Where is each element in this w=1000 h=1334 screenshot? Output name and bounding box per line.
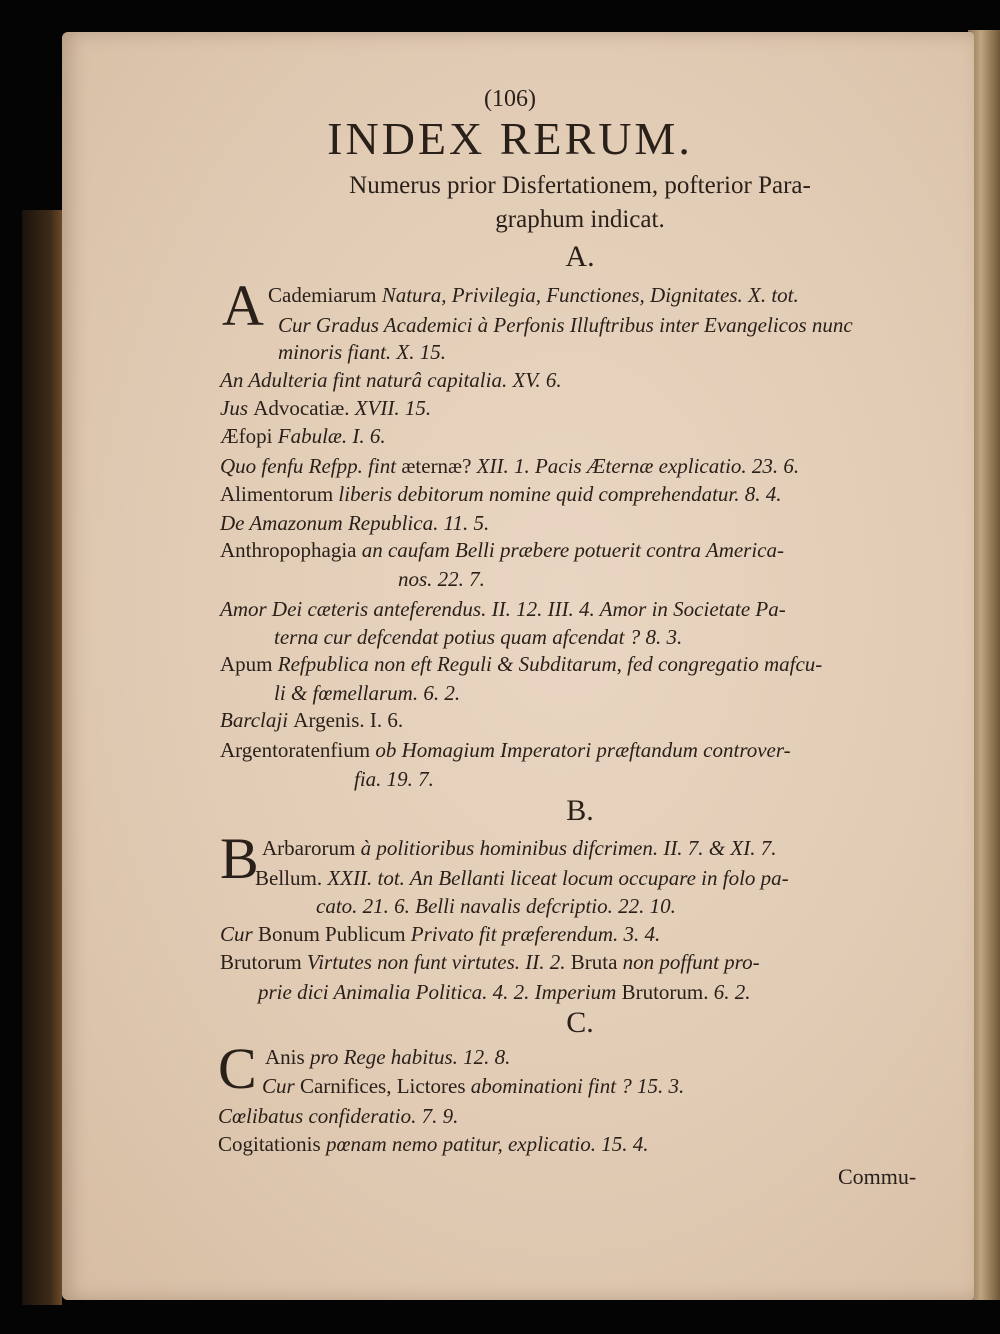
index-entry: nos. 22. 7. [398, 567, 485, 591]
index-entry: Barclaji Argenis. I. 6. [220, 708, 404, 732]
index-entry: li & fœmellarum. 6. 2. [274, 681, 461, 705]
index-entry: Æfopi Fabulæ. I. 6. [220, 424, 386, 448]
section-letter-b: B. [566, 794, 594, 827]
index-entry: De Amazonum Republica. 11. 5. [220, 511, 490, 535]
book-left-edge [22, 210, 62, 1305]
index-entry: Cur Carnifices, Lictores abominationi fint ? 15. 3. [262, 1074, 685, 1098]
index-entry: Cur Gradus Academici à Perfonis Illuftribus inter Evangelicos nunc [278, 313, 853, 337]
index-entry: Jus Advocatiæ. XVII. 15. [220, 396, 432, 420]
page-number: (106) [484, 86, 536, 112]
index-entry: Cur Bonum Publicum Privato fit præferendum. 3. 4. [220, 922, 661, 946]
index-entry: Apum Refpublica non eft Reguli & Subditarum, fed congregatio mafcu- [220, 652, 823, 676]
index-entry: Cogitationis pœnam nemo patitur, explicatio. 15. 4. [218, 1132, 649, 1156]
index-entry: Argentoratenfium ob Homagium Imperatori præftandum controver- [220, 738, 791, 762]
index-entry: Bellum. XXII. tot. An Bellanti liceat locum occupare in folo pa- [255, 866, 789, 890]
index-entry: prie dici Animalia Politica. 4. 2. Imperium Brutorum. 6. 2. [258, 980, 751, 1004]
subtitle-line-1: Numerus prior Disfertationem, pofterior Para- [349, 172, 811, 199]
index-entry: Alimentorum liberis debitorum nomine quid comprehendatur. 8. 4. [220, 482, 782, 506]
section-letter-a: A. [565, 240, 595, 273]
index-entry: cato. 21. 6. Belli navalis defcriptio. 22. 10. [316, 894, 676, 918]
index-entry: Quo fenfu Refpp. fint æternæ? XII. 1. Pacis Æternæ explicatio. 23. 6. [220, 454, 800, 478]
drop-cap-a: A [222, 273, 264, 338]
page-title: INDEX RERUM. [327, 113, 693, 164]
index-entry: fia. 19. 7. [354, 767, 434, 791]
catchword: Commu- [838, 1164, 917, 1189]
index-entry: An Adulteria fint naturâ capitalia. XV. 6. [220, 368, 562, 392]
index-entry: Amor Dei cæteris anteferendus. II. 12. III. 4. Amor in Societate Pa- [220, 597, 786, 621]
index-entry: Arbarorum à politioribus hominibus difcrimen. II. 7. & XI. 7. [262, 836, 777, 860]
index-entry: Anthropophagia an caufam Belli præbere potuerit contra America- [220, 538, 785, 562]
section-letter-c: C. [566, 1006, 594, 1039]
index-entry: Cademiarum Natura, Privilegia, Functiones, Dignitates. X. tot. [268, 283, 799, 307]
subtitle-line-2: graphum indicat. [495, 206, 665, 233]
index-entry: Brutorum Virtutes non funt virtutes. II. 2. Bruta non poffunt pro- [220, 950, 760, 974]
index-entry: terna cur defcendat potius quam afcendat ? 8. 3. [274, 625, 683, 649]
index-entry: minoris fiant. X. 15. [278, 340, 447, 364]
index-entry: Cœlibatus confideratio. 7. 9. [218, 1104, 459, 1128]
drop-cap-c: C [218, 1036, 257, 1101]
drop-cap-b: B [220, 826, 259, 891]
index-entry: Anis pro Rege habitus. 12. 8. [265, 1045, 511, 1069]
